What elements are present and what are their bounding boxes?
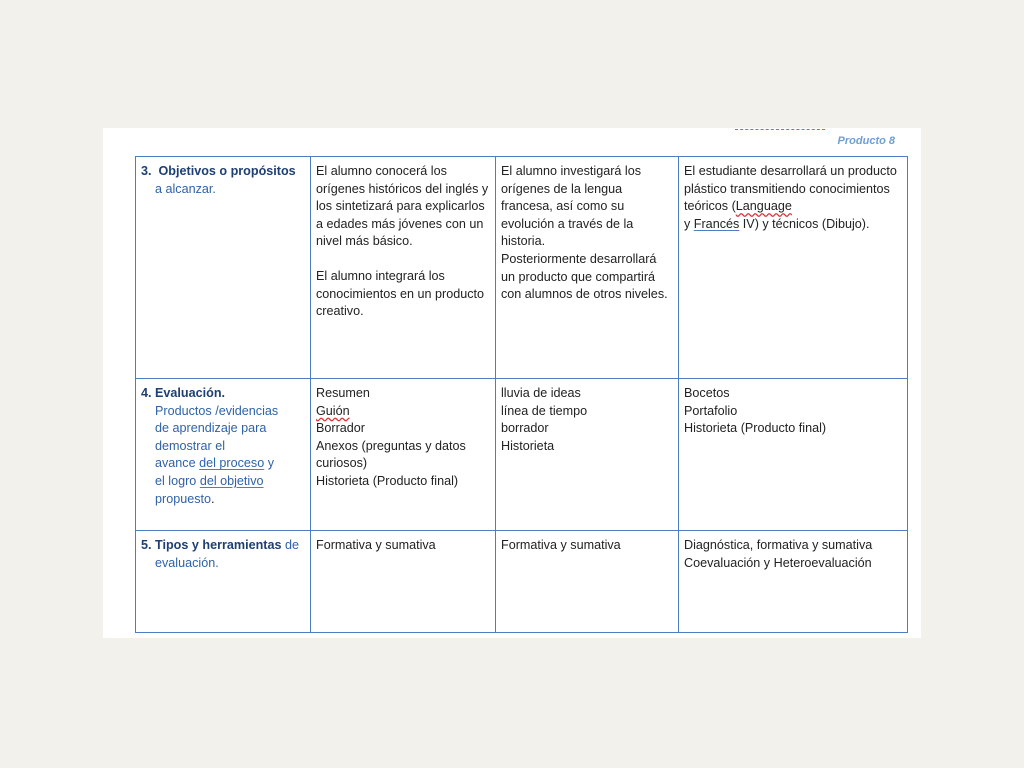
cell-french: [496, 157, 679, 379]
planning-table: [135, 156, 908, 633]
list-item: Anexos (preguntas y datos curiosos): [316, 438, 466, 471]
list-item: Portafolio: [684, 403, 738, 418]
cell-english: [311, 379, 496, 531]
list-item: Historieta (Producto final): [684, 421, 827, 436]
list-item: lluvia de ideas: [501, 386, 581, 400]
table-row-evaluation: [136, 379, 908, 531]
cell-french: [496, 379, 679, 531]
spellcheck-word: Guión: [316, 403, 350, 418]
grammar-word: del objetivo: [199, 473, 264, 488]
row-subtitle: propuesto: [155, 491, 212, 506]
row-title: Tipos y herramientas: [155, 538, 282, 552]
row-subtitle: el logro: [155, 473, 200, 488]
list-item: Borrador: [316, 421, 365, 436]
cell-art: [679, 379, 908, 531]
grammar-word: Francés: [693, 216, 740, 231]
row-subtitle: Productos /evidencias: [155, 403, 279, 418]
table-row-objectives: [136, 157, 908, 379]
cell-paragraph: El alumno investigará los orígenes de la lengua francesa, así como su evolución a través de la historia.: [501, 164, 642, 249]
row-subtitle: a alcanzar.: [155, 181, 216, 196]
cell-text: Formativa y sumativa: [316, 538, 436, 552]
revision-mark: [735, 129, 825, 130]
cell-english: [311, 531, 496, 633]
cell-paragraph: El alumno conocerá los orígenes históricos del inglés y los sintetizará para explicarlos a edades más jóvenes con un nivel más básico.: [316, 164, 489, 249]
cell-english: [311, 157, 496, 379]
list-item: Resumen: [316, 386, 370, 400]
grammar-word: del proceso: [199, 456, 265, 471]
row-header-assessment-types: [136, 531, 311, 633]
row-number: 5.: [141, 538, 152, 552]
list-item: Historieta (Producto final): [316, 473, 459, 488]
cell-art: [679, 531, 908, 633]
row-subtitle: de aprendizaje para: [155, 421, 267, 436]
row-subtitle: avance: [155, 456, 200, 471]
row-subtitle: de: [281, 538, 299, 552]
cell-text: IV) y técnicos (Dibujo).: [739, 216, 870, 231]
cell-art: [679, 157, 908, 379]
row-subtitle: y: [264, 456, 275, 471]
row-number: 3.: [141, 164, 152, 178]
cell-text: El estudiante desarrollará un producto plástico transmitiendo conocimientos teóricos (: [684, 164, 897, 214]
cell-text: y: [684, 216, 694, 231]
row-number: 4.: [141, 386, 152, 400]
row-title: Objetivos o propósitos: [158, 164, 296, 178]
row-header-evaluation: 4. Evaluación. Productos /evidencias de aprendizaje para demostrar el avance del proceso y el logro del objetivo propuesto.: [136, 379, 311, 531]
list-item: Coevaluación y Heteroevaluación: [684, 555, 872, 570]
cell-paragraph: El alumno integrará los conocimientos en un producto creativo.: [316, 268, 485, 319]
spellcheck-word: Language: [735, 199, 792, 214]
cell-french: [496, 531, 679, 633]
list-item: línea de tiempo: [501, 403, 588, 418]
product-label: Producto 8: [837, 135, 895, 147]
list-item: borrador: [501, 421, 549, 436]
list-item: Diagnóstica, formativa y sumativa: [684, 538, 873, 552]
row-subtitle: demostrar el: [155, 438, 225, 453]
row-title: Evaluación: [155, 386, 222, 400]
cell-text: Formativa y sumativa: [501, 538, 621, 552]
table-row-assessment-types: [136, 531, 908, 633]
row-header-objectives: [136, 157, 311, 379]
document-page: [103, 128, 921, 638]
list-item: Bocetos: [684, 386, 730, 400]
list-item: Historieta: [501, 438, 555, 453]
row-subtitle: evaluación.: [155, 555, 219, 570]
cell-paragraph: Posteriormente desarrollará un producto que compartirá con alumnos de otros niveles.: [501, 251, 668, 302]
